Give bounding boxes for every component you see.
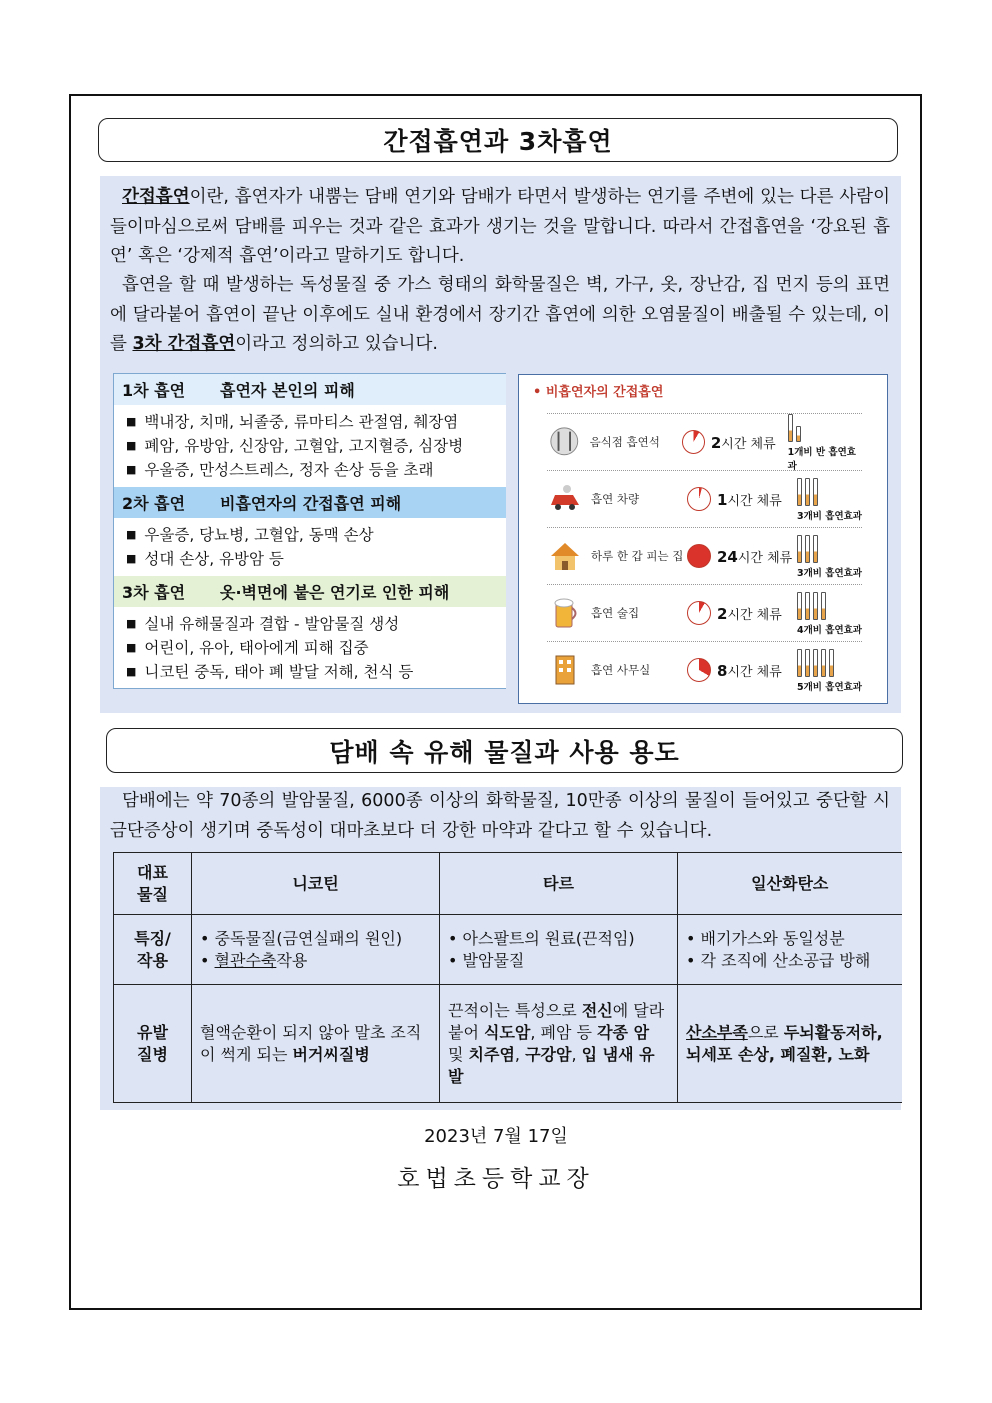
- list-item: ■ 성대 손상, 유방암 등: [126, 548, 506, 572]
- harm-list-secondary: [114, 518, 506, 576]
- effect-label: 3개비 흡연효과: [797, 568, 862, 579]
- list-item: • 중독물질(금연실패의 원인): [200, 928, 431, 950]
- beer-icon: [547, 595, 583, 631]
- cigarette-equivalent: [797, 533, 862, 579]
- term-thirdhand-smoke: 3차 간접흡연: [132, 334, 236, 354]
- effect-label: 4개비 흡연효과: [797, 625, 862, 636]
- cigarette-equivalent: [797, 590, 862, 636]
- cigarette-icon: [797, 649, 802, 677]
- section1-title: 간접흡연과 3차흡연: [98, 118, 898, 162]
- bold-text: 전신: [581, 1000, 613, 1020]
- stay-duration: 2시간 체류: [717, 604, 782, 623]
- secondhand-smoke-infographic: [518, 374, 888, 704]
- column-header-nicotine: 니코틴: [192, 853, 440, 915]
- list-item: • 각 조직에 산소공급 방해: [686, 950, 894, 972]
- infographic-row: [547, 584, 862, 641]
- infographic-row: [547, 641, 862, 698]
- list-item: ■ 니코틴 중독, 태아 폐 발달 저해, 천식 등: [126, 661, 506, 685]
- section1-paragraph2: [110, 271, 890, 360]
- co-disease-cell: [678, 985, 902, 1103]
- paragraph1-text: 이란, 흡연자가 내뿜는 담배 연기와 담배가 타면서 발생하는 연기를 주변에 있는 다른 사람이 들이마심으로써 담배를 피우는 것과 같은 효과가 생기는 것을 말합니다. 따라서 간접흡연을 ‘강요된 흡연’ 혹은 ‘강제적 흡연’이라고 말하기도 합니다.: [110, 187, 890, 266]
- cigarette-icon: [788, 414, 793, 442]
- school-principal: 호법초등학교장: [397, 1166, 595, 1192]
- infographic-row: [547, 413, 862, 470]
- tar-feature-cell: [440, 915, 678, 985]
- text: 에 달라붙어: [448, 1000, 665, 1042]
- bold-text: 식도암: [484, 1022, 531, 1042]
- cigarette-icon: [813, 478, 818, 506]
- nicotine-feature-cell: [192, 915, 440, 985]
- list-item: ■ 어린이, 유아, 태아에게 피해 집중: [126, 637, 506, 661]
- cigarette-icon: [805, 478, 810, 506]
- harm-list-primary: [114, 405, 506, 487]
- section1-paragraph1: [110, 183, 890, 272]
- list-item: ■ 실내 유해물질과 결합 - 발암물질 생성: [126, 613, 506, 637]
- section2-intro: [110, 787, 890, 846]
- stay-duration: 2시간 체류: [710, 433, 776, 452]
- stay-duration: 24시간 체류: [717, 547, 793, 566]
- disease-text: 혈액순환이 되지 않아 말초 조직이 썩게 되는: [200, 1022, 422, 1064]
- harm-header-primary: [114, 374, 506, 405]
- term-secondhand-smoke: 간접흡연: [122, 187, 190, 207]
- place-label: 음식점 흡연석: [589, 435, 660, 449]
- co-feature-cell: [678, 915, 902, 985]
- harm-title: 비흡연자의 간접흡연 피해: [220, 494, 402, 513]
- clock-icon: [687, 487, 711, 511]
- cigarette-icon: [805, 535, 810, 563]
- text: 및: [448, 1044, 469, 1064]
- cigarette-icon: [821, 649, 826, 677]
- text: , 폐암 등: [530, 1022, 598, 1042]
- disease-name: 버거씨질병: [292, 1044, 370, 1064]
- infographic-row: [547, 527, 862, 584]
- cigarette-icon: [813, 535, 818, 563]
- harm-label: 3차 흡연: [122, 583, 186, 602]
- place-label: 하루 한 갑 피는 집: [591, 549, 684, 563]
- bold-text: 두뇌활동저하, 뇌세포 손상, 폐질환, 노화: [686, 1022, 883, 1064]
- place-label: 흡연 사무실: [591, 663, 651, 677]
- bold-text: 입 냄새 유발: [448, 1044, 655, 1086]
- harm-header-secondary: [114, 487, 506, 518]
- clock-icon: [687, 544, 711, 568]
- stay-duration: 8시간 체류: [717, 661, 782, 680]
- cigarette-icon: [829, 649, 834, 677]
- list-item: [200, 950, 431, 972]
- list-item: • 배기가스와 동일성분: [686, 928, 894, 950]
- text: 끈적이는 특성으로: [448, 1000, 582, 1020]
- half-cigarette-icon: [796, 426, 801, 442]
- list-item: ■ 우울증, 만성스트레스, 정자 손상 등을 초래: [126, 459, 506, 483]
- cigarette-icon: [805, 649, 810, 677]
- intro-text: 담배에는 약 70종의 발암물질, 6000종 이상의 화학물질, 10만종 이상의 물질이 들어있고 중단할 시 금단증상이 생기며 중독성이 대마초보다 더 강한 마약과 같다고 할 수 있습니다.: [110, 791, 890, 841]
- list-item: • 발암물질: [448, 950, 669, 972]
- cigarette-equivalent: [797, 647, 862, 693]
- row-header-disease: 유발 질병: [114, 985, 192, 1103]
- list-item: ■ 백내장, 치매, 뇌졸중, 류마티스 관절염, 췌장염: [126, 411, 506, 435]
- smoking-harm-table: [113, 373, 506, 689]
- vasoconstriction-term: 혈관수축: [214, 950, 277, 970]
- corner-header: 대표 물질: [114, 853, 192, 915]
- effect-label: 3개비 흡연효과: [797, 511, 862, 522]
- paragraph2-text: 흡연을 할 때 발생하는 독성물질 중 가스 형태의 화학물질은 벽, 가구, 옷, 장난감, 집 먼지 등의 표면에 달라붙어 흡연이 끝난 이후에도 실내 환경에서 장기간 흡연에 의한 오염물질이 배출될 수 있는데, 이를: [110, 275, 890, 354]
- cigarette-icon: [797, 535, 802, 563]
- cigarette-icon: [805, 592, 810, 620]
- bold-text: 산소부족: [686, 1022, 748, 1042]
- tar-disease-cell: [440, 985, 678, 1103]
- restaurant-icon: [547, 424, 582, 460]
- car-icon: [547, 481, 583, 517]
- harm-title: 흡연자 본인의 피해: [220, 381, 355, 400]
- place-label: 흡연 술집: [591, 606, 640, 620]
- clock-icon: [687, 658, 711, 682]
- office-icon: [547, 652, 583, 688]
- feature-suffix: 작용: [276, 950, 308, 970]
- harm-title: 옷·벽면에 붙은 연기로 인한 피해: [220, 583, 450, 602]
- cigarette-icon: [821, 592, 826, 620]
- document-date: 2023년 7월 17일: [424, 1126, 568, 1147]
- text: 으로: [747, 1022, 784, 1042]
- harm-header-tertiary: [114, 576, 506, 607]
- cigarette-equivalent: [788, 412, 862, 472]
- list-item: ■ 폐암, 유방암, 신장암, 고혈압, 고지혈증, 심장병: [126, 435, 506, 459]
- harm-list-tertiary: [114, 607, 506, 689]
- column-header-tar: 타르: [440, 853, 678, 915]
- nicotine-disease-cell: [192, 985, 440, 1103]
- effect-label: 1개비 반 흡연효과: [787, 447, 856, 472]
- cigarette-icon: [797, 478, 802, 506]
- cigarette-icon: [813, 592, 818, 620]
- column-header-co: 일산화탄소: [678, 853, 902, 915]
- stay-duration: 1시간 체류: [717, 490, 782, 509]
- list-item: ■ 우울증, 당뇨병, 고혈압, 동맥 손상: [126, 524, 506, 548]
- clock-icon: [687, 601, 711, 625]
- place-label: 흡연 차량: [591, 492, 640, 506]
- clock-icon: [682, 430, 705, 454]
- house-icon: [547, 538, 583, 574]
- cigarette-icon: [797, 592, 802, 620]
- infographic-row: [547, 470, 862, 527]
- harm-label: 2차 흡연: [122, 494, 186, 513]
- row-header-feature: 특징/ 작용: [114, 915, 192, 985]
- bold-text: 치주염: [468, 1044, 515, 1064]
- infographic-title: • 비흡연자의 간접흡연: [533, 385, 664, 400]
- text: ,: [571, 1044, 582, 1064]
- cigarette-icon: [813, 649, 818, 677]
- list-item: • 아스팔트의 원료(끈적임): [448, 928, 669, 950]
- paragraph2-end: 이라고 정의하고 있습니다.: [235, 334, 438, 354]
- text: ,: [514, 1044, 526, 1064]
- effect-label: 5개비 흡연효과: [797, 682, 862, 693]
- section2-title: 담배 속 유해 물질과 사용 용도: [106, 728, 903, 773]
- harm-label: 1차 흡연: [122, 381, 186, 400]
- bold-text: 구강암: [525, 1044, 572, 1064]
- harmful-substance-table: [113, 852, 902, 1103]
- cigarette-equivalent: [797, 476, 862, 522]
- bold-text: 각종 암: [597, 1022, 650, 1042]
